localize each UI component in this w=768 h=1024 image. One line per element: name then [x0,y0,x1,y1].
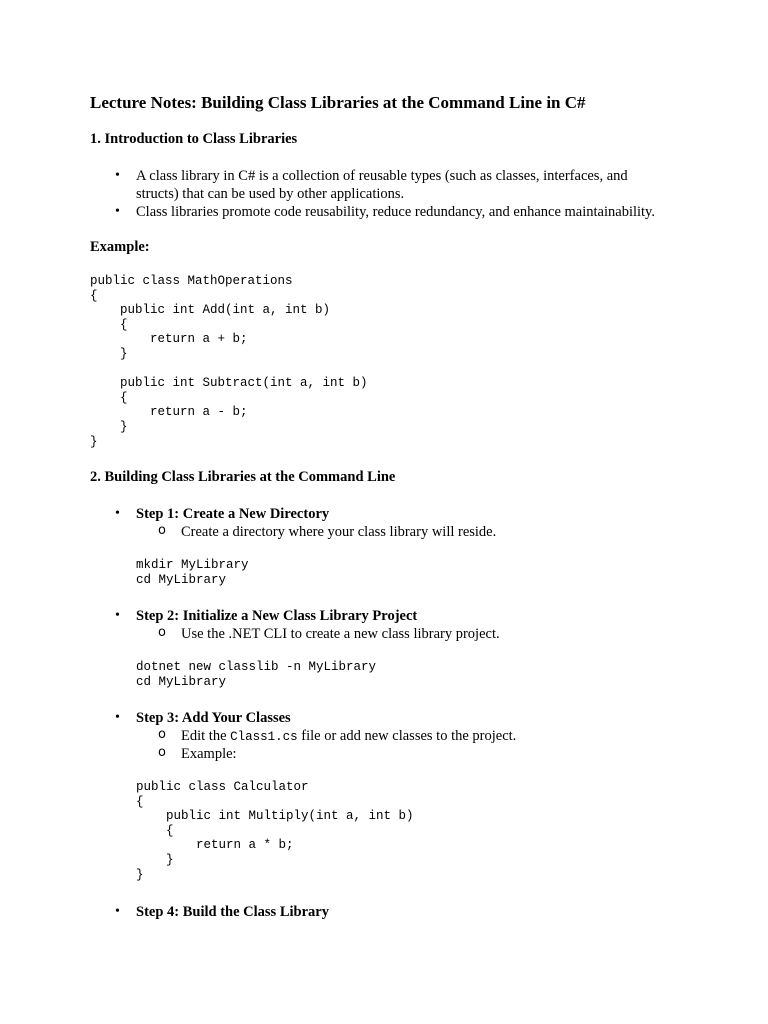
code-block-mathoperations: public class MathOperations { public int Add(int a, int b) { return a + b; } public int Subtract(int a, int b) { return a - b; } } [90,274,368,449]
page-title: Lecture Notes: Building Class Libraries at the Command Line in C# [90,93,586,112]
sub-bullet-marker: o [158,727,166,742]
step-title: Step 4: Build the Class Library [136,904,329,920]
code-block-calculator: public class Calculator { public int Multiply(int a, int b) { return a * b; } } [136,780,414,882]
step-item-suffix: file or add new classes to the project. [297,728,517,744]
bullet-text: Class libraries promote code reusability, reduce redundancy, and enhance maintainability. [136,204,655,220]
bullet-marker: • [115,506,120,521]
section-heading-introduction: 1. Introduction to Class Libraries [90,131,298,147]
section-heading-building: 2. Building Class Libraries at the Command Line [90,469,396,485]
bullet-text-continued: structs) that can be used by other applications. [136,186,405,202]
sub-bullet-marker: o [158,523,166,538]
bullet-marker: • [115,608,120,623]
example-label: Example: [90,239,150,255]
step-item: Example: [181,746,237,762]
bullet-marker: • [115,904,120,919]
bullet-text: A class library in C# is a collection of reusable types (such as classes, interfaces, and [136,168,628,184]
bullet-marker: • [115,168,120,183]
inline-code-filename: Class1.cs [230,730,298,744]
bullet-marker: • [115,710,120,725]
code-block-dotnet-new: dotnet new classlib -n MyLibrary cd MyLibrary [136,660,377,689]
step-item [181,727,516,746]
step-item: Create a directory where your class library will reside. [181,524,497,540]
step-title: Step 1: Create a New Directory [136,506,330,522]
sub-bullet-marker: o [158,625,166,640]
step-item: Use the .NET CLI to create a new class library project. [181,626,500,642]
step-item-prefix: Edit the [181,728,231,744]
step-title: Step 2: Initialize a New Class Library Project [136,608,418,624]
sub-bullet-marker: o [158,745,166,760]
step-title: Step 3: Add Your Classes [136,710,291,726]
bullet-marker: • [115,204,120,219]
code-block-mkdir: mkdir MyLibrary cd MyLibrary [136,558,249,587]
